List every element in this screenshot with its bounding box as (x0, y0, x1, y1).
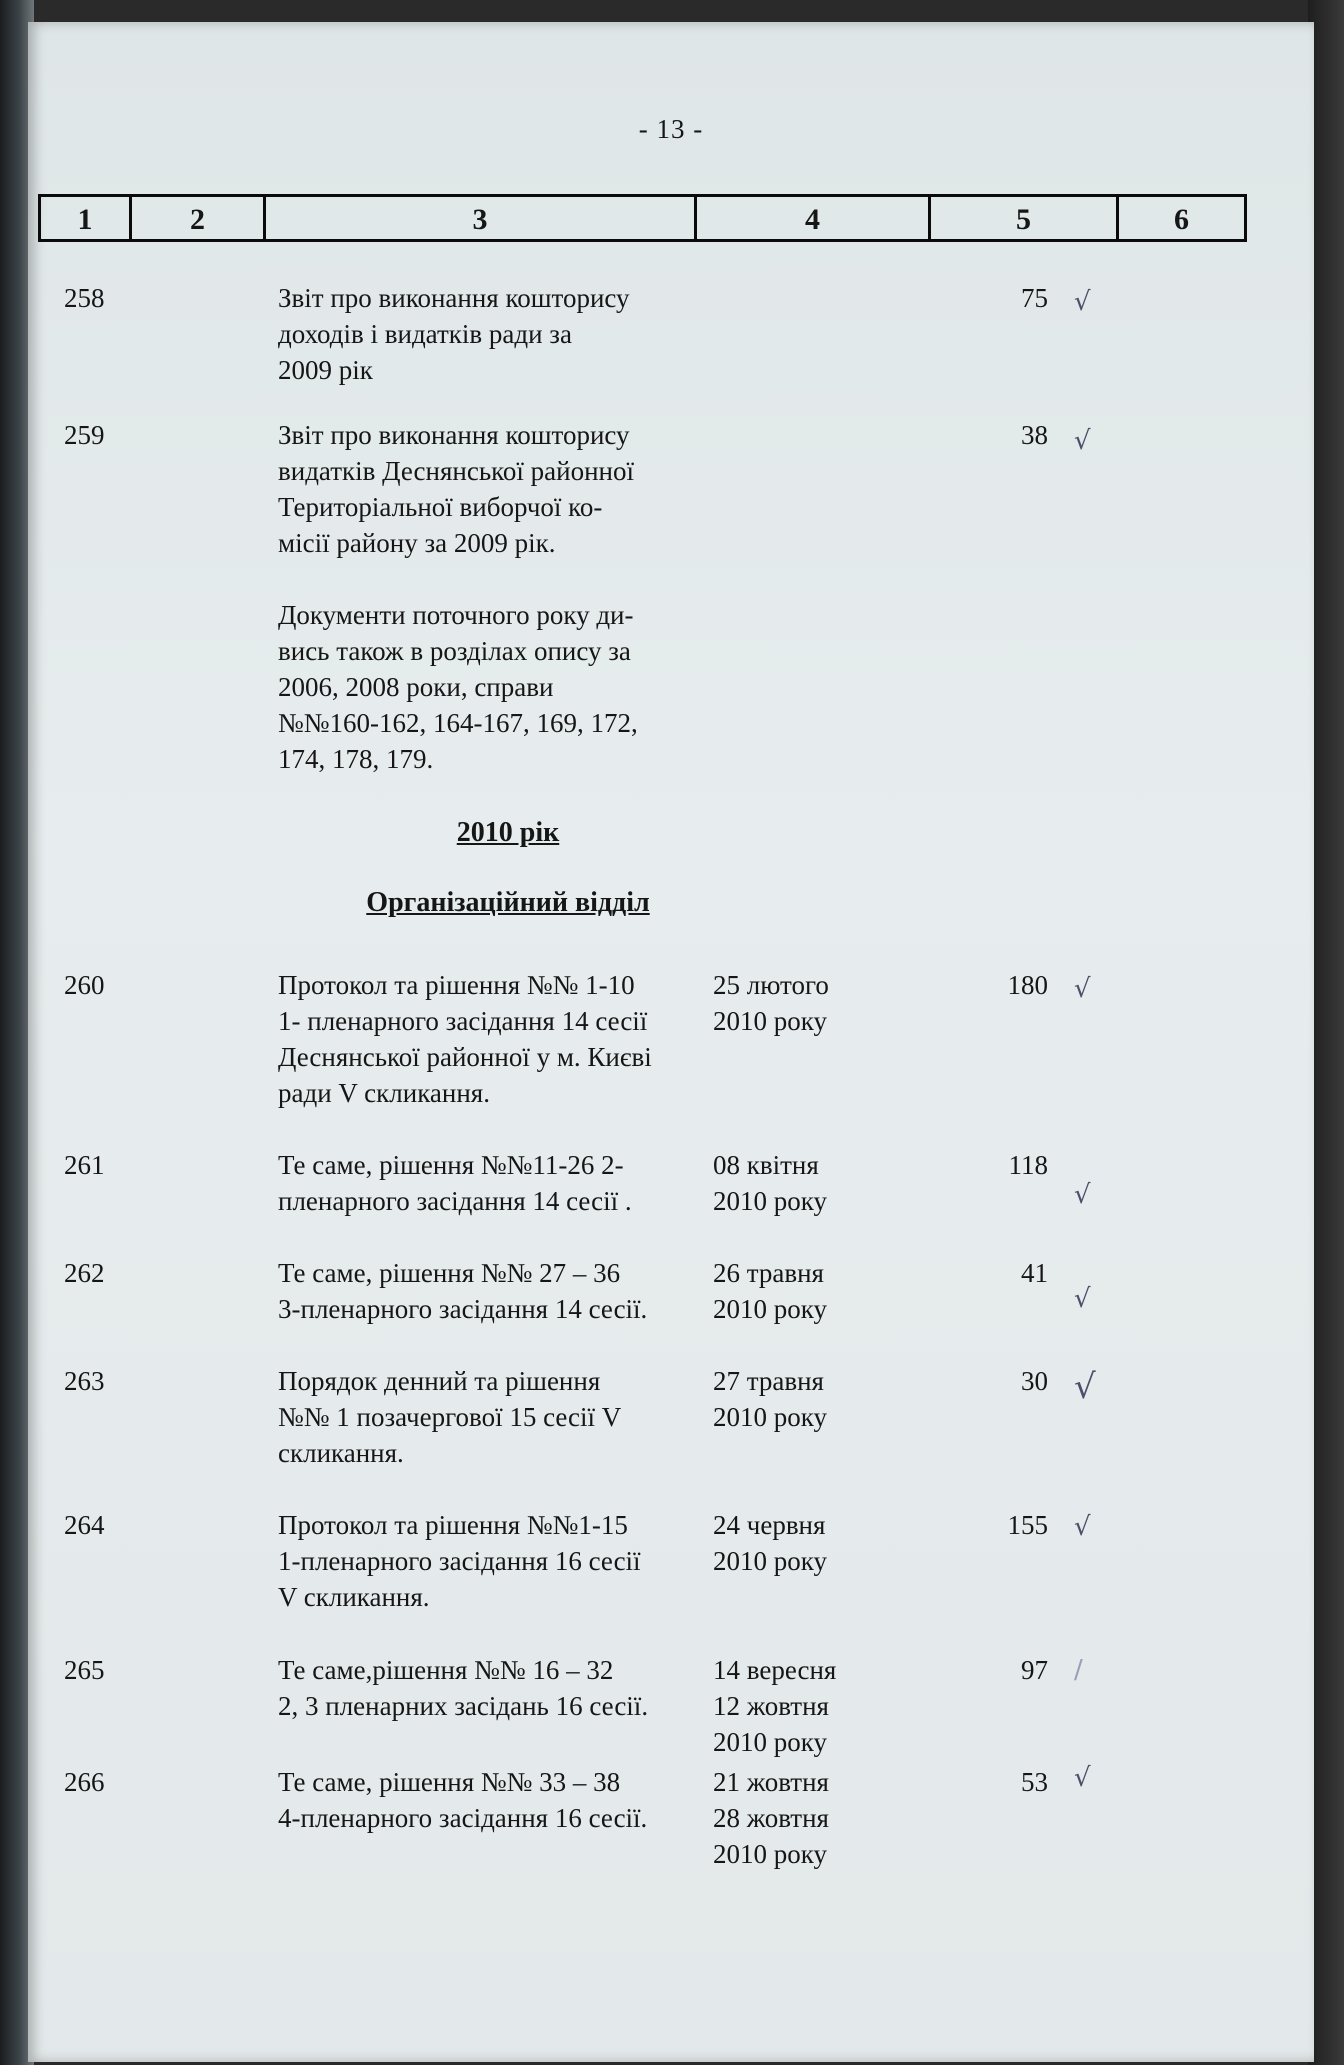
entry-title-line: скликання. (278, 1438, 404, 1468)
entry-date-line: 2010 року (713, 1186, 827, 1216)
check-mark-icon: / (1074, 1655, 1083, 1685)
entry-sheets: 155 (1007, 1510, 1048, 1540)
entry-date-line: 21 жовтня (713, 1767, 829, 1797)
entry-title-line: Протокол та рішення №№ 1-10 (278, 970, 635, 1000)
entry-date-line: 25 лютого (713, 970, 829, 1000)
document-page (28, 22, 1314, 2062)
entry-title-line: Те саме, рішення №№ 33 – 38 (278, 1767, 621, 1797)
entry-date-line: 2010 року (713, 1402, 827, 1432)
entry-date-line: 2010 року (713, 1727, 827, 1757)
check-mark-icon: √ (1074, 1180, 1091, 1210)
entry-title-line: Те саме, рішення №№ 27 – 36 (278, 1258, 621, 1288)
entry-title-line: 2009 рік (278, 355, 373, 385)
entry-sheets: 75 (1021, 283, 1048, 313)
column-header-4: 4 (697, 197, 931, 239)
entry-date-line: 2010 року (713, 1546, 827, 1576)
entry-date-line: 28 жовтня (713, 1803, 829, 1833)
entry-date (713, 1255, 903, 1327)
entry-number: 266 (64, 1767, 105, 1797)
note-line: 2006, 2008 роки, справи (278, 672, 554, 702)
entry-title-line: ради V скликання. (278, 1078, 490, 1108)
column-header-3: 3 (266, 197, 697, 239)
entry-title (278, 1255, 718, 1327)
table-row-263 (28, 1363, 1314, 1478)
department-heading: Організаційний відділ (366, 887, 650, 918)
entry-date (713, 1652, 903, 1760)
entry-title-line: 3-пленарного засідання 14 сесії. (278, 1294, 648, 1324)
entry-title-line: 1-пленарного засідання 16 сесії (278, 1546, 641, 1576)
table-row-265 (28, 1652, 1314, 1762)
entry-date (713, 1363, 903, 1435)
entry-sheets: 97 (1021, 1655, 1048, 1685)
note-line: Документи поточного року ди- (278, 600, 634, 630)
entry-number: 263 (64, 1366, 105, 1396)
check-mark-icon: √ (1074, 1512, 1091, 1542)
entry-date-line: 27 травня (713, 1366, 824, 1396)
column-header-row (38, 194, 1247, 242)
entry-date-line: 26 травня (713, 1258, 824, 1288)
entry-title-line: Звіт про виконання кошторису (278, 283, 630, 313)
entry-number: 260 (64, 970, 105, 1000)
entry-date (713, 1147, 903, 1219)
table-row-259 (28, 417, 1314, 567)
year-heading: 2010 рік (456, 817, 560, 848)
column-header-5: 5 (931, 197, 1119, 239)
entry-sheets: 41 (1021, 1258, 1048, 1288)
page-number: - 13 - (638, 114, 704, 144)
entry-title (278, 967, 718, 1111)
entry-sheets: 53 (1021, 1767, 1048, 1797)
column-header-2: 2 (132, 197, 266, 239)
note-line: 174, 178, 179. (278, 744, 434, 774)
entry-title-line: 2, 3 пленарних засідань 16 сесії. (278, 1691, 649, 1721)
entry-title (278, 1147, 718, 1219)
note-line: №№160-162, 164-167, 169, 172, (278, 708, 638, 738)
entry-title-line: місії району за 2009 рік. (278, 528, 556, 558)
entry-title-line: №№ 1 позачергової 15 сесії V (278, 1402, 622, 1432)
entry-title (278, 280, 718, 388)
entry-date-line: 14 вересня (713, 1655, 837, 1685)
entry-title-line: Те саме, рішення №№11-26 2- (278, 1150, 624, 1180)
entry-date (713, 967, 903, 1039)
entry-title-line: видатків Деснянської районної (278, 456, 634, 486)
entry-title (278, 1652, 718, 1724)
entry-number: 259 (64, 420, 105, 450)
entry-title-line: Звіт про виконання кошторису (278, 420, 630, 450)
entry-date-line: 08 квітня (713, 1150, 819, 1180)
entry-title-line: 1- пленарного засідання 14 сесії (278, 1006, 648, 1036)
entry-number: 265 (64, 1655, 105, 1685)
check-mark-icon: √ (1074, 974, 1091, 1004)
entry-number: 258 (64, 283, 105, 313)
entry-number: 264 (64, 1510, 105, 1540)
entry-title-line: Порядок денний та рішення (278, 1366, 601, 1396)
entry-title (278, 1764, 718, 1836)
check-mark-icon: √ (1074, 287, 1091, 317)
entry-sheets: 38 (1021, 420, 1048, 450)
entry-sheets: 30 (1021, 1366, 1048, 1396)
check-mark-icon: √ (1074, 1367, 1096, 1407)
entry-sheets: 118 (1008, 1150, 1048, 1180)
entry-sheets: 180 (1007, 970, 1048, 1000)
check-mark-icon: √ (1074, 1284, 1091, 1314)
entry-date (713, 1764, 903, 1872)
column-header-6: 6 (1174, 203, 1189, 236)
entry-date-line: 2010 року (713, 1006, 827, 1036)
entry-title-line: пленарного засідання 14 сесії . (278, 1186, 632, 1216)
entry-title (278, 1507, 718, 1615)
check-mark-icon: √ (1074, 1763, 1091, 1793)
entry-date-line: 24 червня (713, 1510, 826, 1540)
entry-title (278, 417, 718, 561)
check-mark-icon: √ (1074, 426, 1091, 456)
entry-date (713, 1507, 903, 1579)
entry-title-line: V скликання. (278, 1582, 430, 1612)
table-row-262 (28, 1255, 1314, 1335)
note-line: вись також в розділах опису за (278, 636, 631, 666)
entry-title-line: 4-пленарного засідання 16 сесії. (278, 1803, 648, 1833)
table-row-264 (28, 1507, 1314, 1622)
entry-number: 262 (64, 1258, 105, 1288)
column-header-1: 1 (41, 197, 132, 239)
entry-date-line: 2010 року (713, 1839, 827, 1869)
entry-title-line: Деснянської районної у м. Києві (278, 1042, 652, 1072)
entry-date-line: 2010 року (713, 1294, 827, 1324)
entry-title (278, 1363, 718, 1471)
table-row-261 (28, 1147, 1314, 1227)
cross-reference-note (278, 597, 718, 777)
table-row-266 (28, 1764, 1314, 1874)
entry-title-line: Те саме,рішення №№ 16 – 32 (278, 1655, 614, 1685)
entry-title-line: Протокол та рішення №№1-15 (278, 1510, 628, 1540)
entry-number: 261 (64, 1150, 105, 1180)
entry-date-line: 12 жовтня (713, 1691, 829, 1721)
entry-title-line: Територіальної виборчої ко- (278, 492, 603, 522)
table-row-260 (28, 967, 1314, 1117)
entry-title-line: доходів і видатків ради за (278, 319, 572, 349)
table-row-258 (28, 280, 1314, 400)
